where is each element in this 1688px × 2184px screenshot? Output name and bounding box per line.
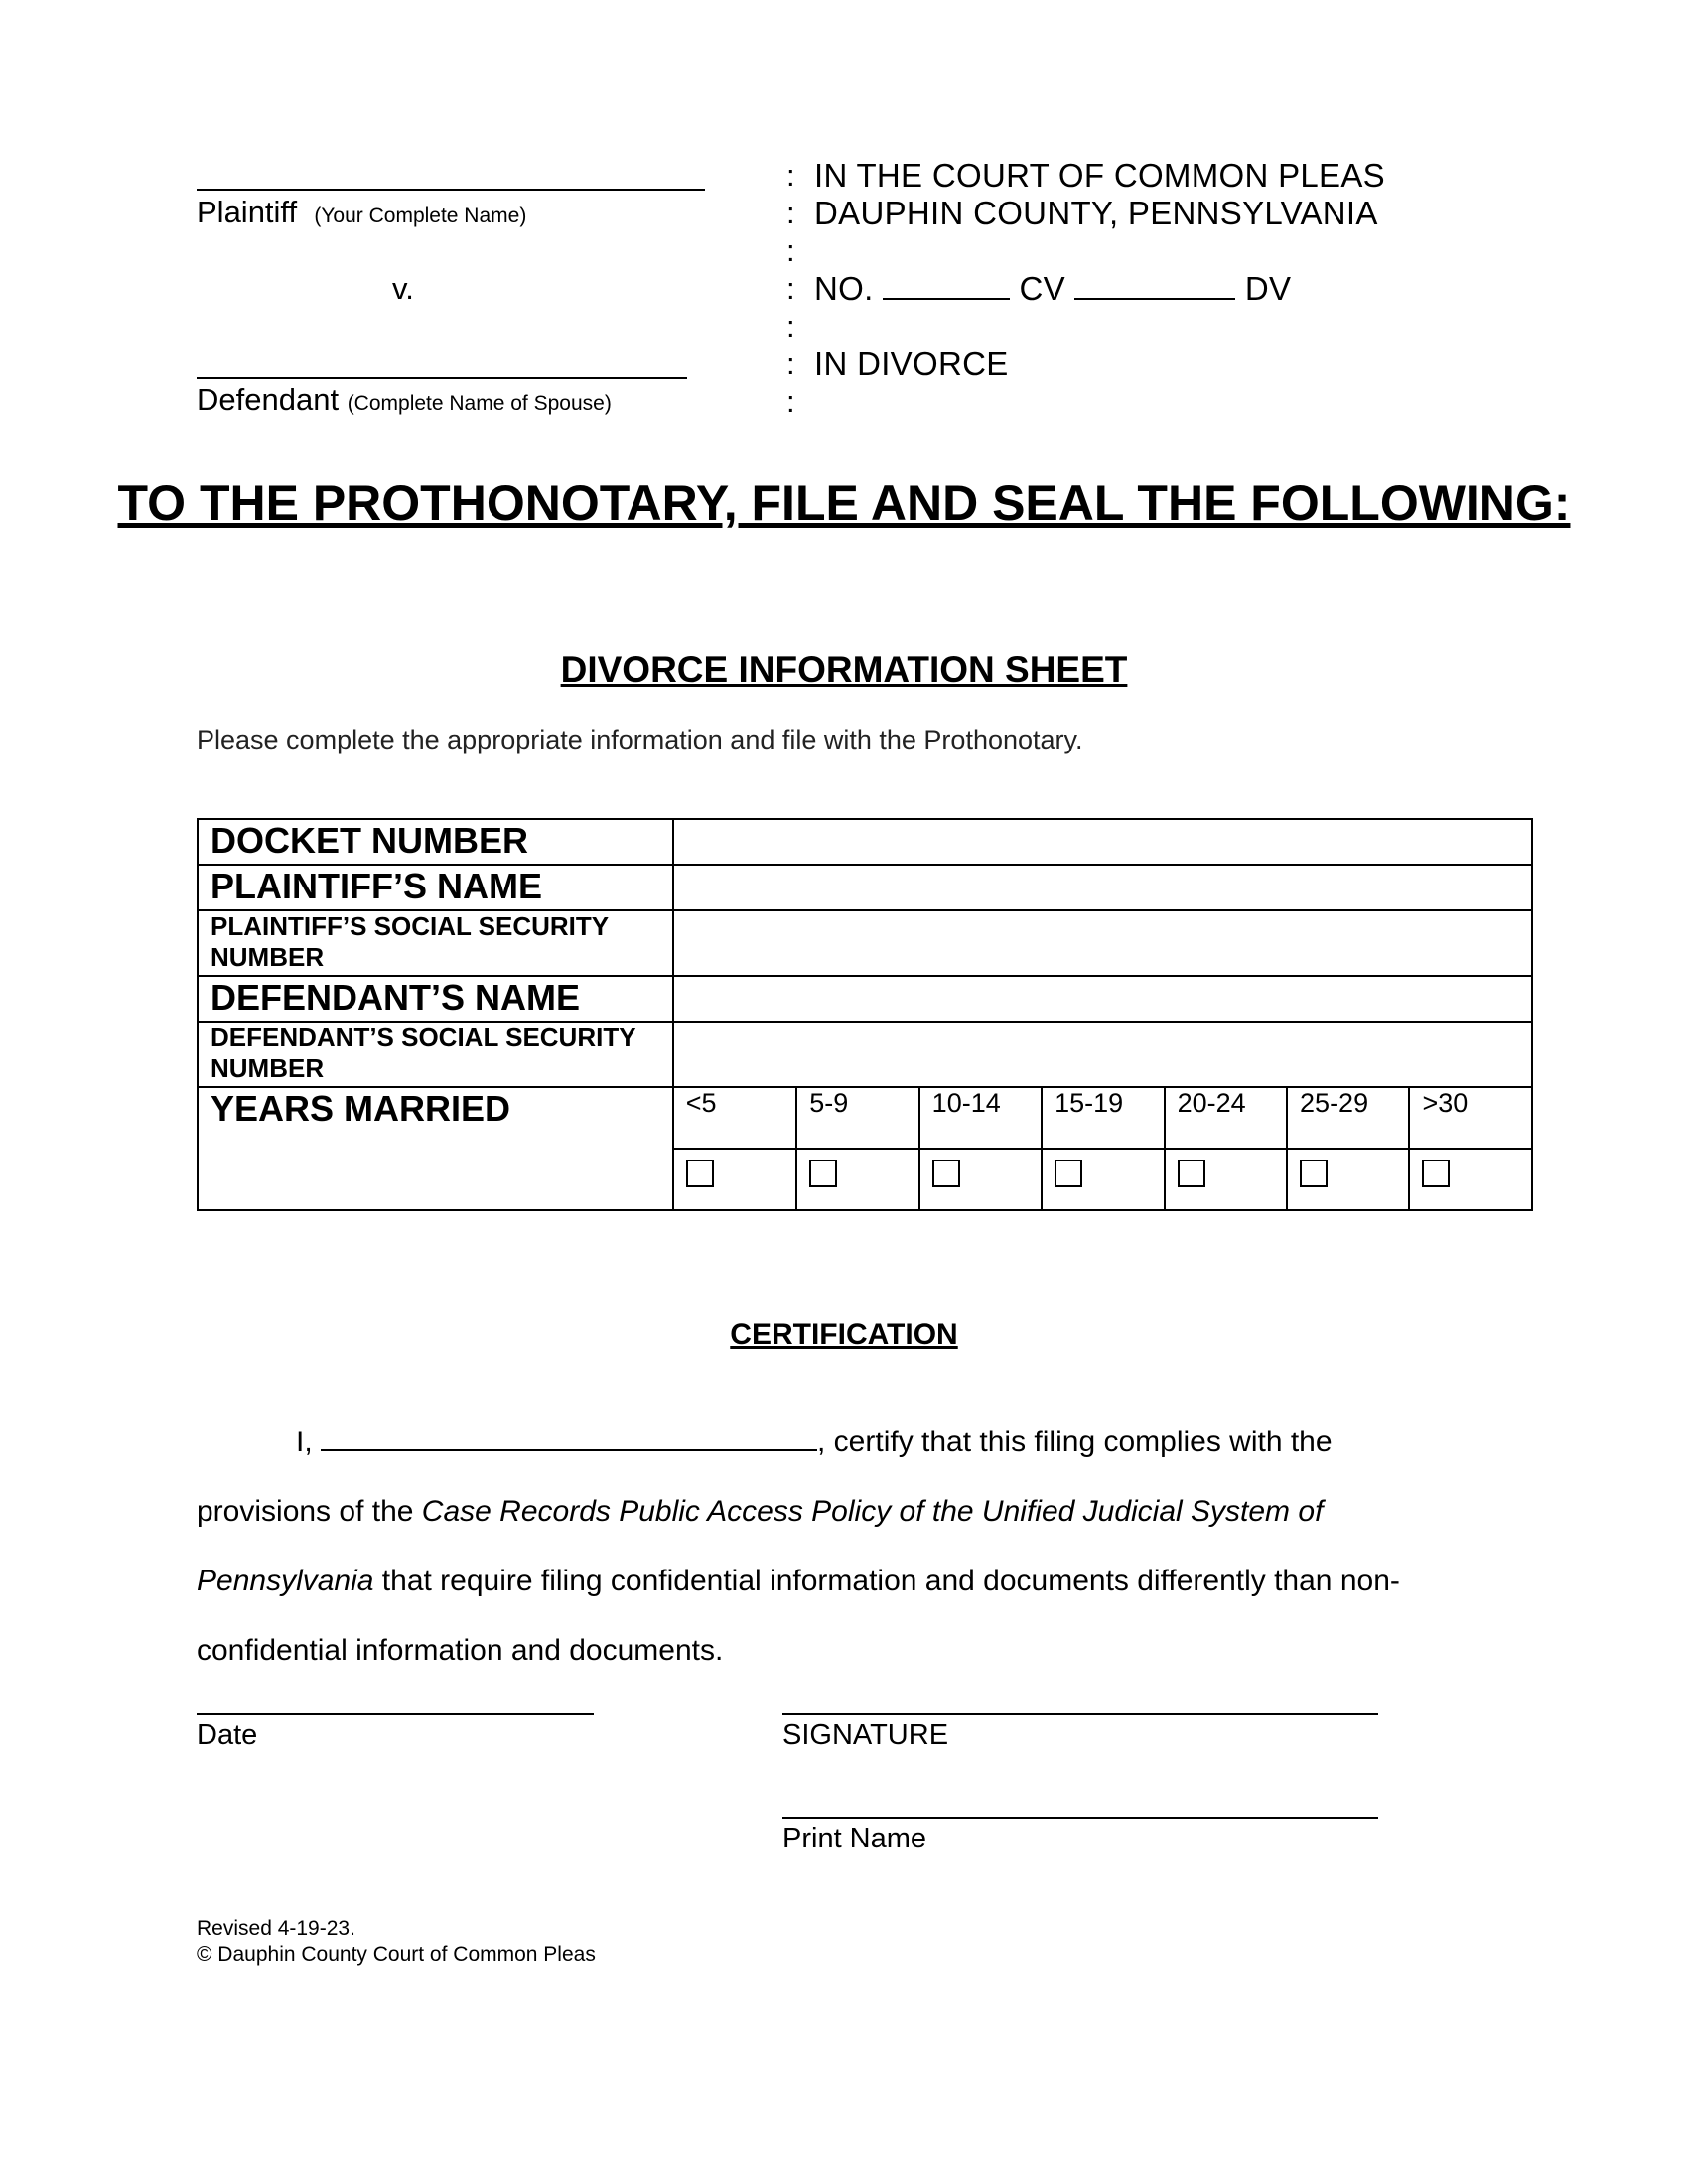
table-row	[198, 976, 1532, 1022]
years-option-label: 10-14	[919, 1087, 1042, 1149]
defendant-hint: (Complete Name of Spouse)	[347, 392, 612, 415]
certification-paragraph: I, , certify that this filing complies with the provisions of the Case Records Public Access Policy of the Unified Judicial System of Pennsylvania that require filing confidential information and documents differently than non-confidential information and documents.	[197, 1426, 1400, 1667]
plaintiff-name-line[interactable]	[197, 189, 705, 191]
no-blank[interactable]	[883, 298, 1010, 300]
intro-text: Please complete the appropriate information and file with the Prothonotary.	[197, 725, 1083, 754]
info-table	[197, 818, 1533, 1211]
docket-number-field[interactable]	[673, 819, 1532, 865]
defendant-ssn-label: DEFENDANT’S SOCIAL SECURITY NUMBER	[198, 1022, 673, 1087]
years-option-label: 5-9	[796, 1087, 918, 1149]
sheet-subtitle: DIVORCE INFORMATION SHEET	[560, 649, 1128, 690]
colon: :	[786, 384, 795, 419]
checkbox-cell	[1409, 1149, 1532, 1210]
certification-title: CERTIFICATION	[730, 1318, 958, 1351]
years-checkbox-10-14[interactable]	[932, 1160, 960, 1187]
court-line-2: DAUPHIN COUNTY, PENNSYLVANIA	[814, 195, 1378, 231]
signature-label: SIGNATURE	[782, 1719, 949, 1751]
colon: :	[786, 233, 795, 268]
years-checkbox-lt5[interactable]	[686, 1160, 714, 1187]
in-divorce: IN DIVORCE	[814, 345, 1009, 382]
years-option-label: <5	[673, 1087, 796, 1149]
print-name-label: Print Name	[782, 1823, 927, 1854]
court-line-1: IN THE COURT OF COMMON PLEAS	[814, 157, 1385, 194]
years-option-label: >30	[1409, 1087, 1532, 1149]
years-option-label: 15-19	[1042, 1087, 1164, 1149]
years-checkbox-20-24[interactable]	[1178, 1160, 1205, 1187]
years-checkbox-15-19[interactable]	[1055, 1160, 1082, 1187]
years-checkbox-25-29[interactable]	[1300, 1160, 1328, 1187]
plaintiff-name-label: PLAINTIFF’S NAME	[198, 865, 673, 910]
years-checkbox-5-9[interactable]	[809, 1160, 837, 1187]
colon: :	[786, 346, 795, 381]
docket-caption: NO. CV DV	[814, 270, 1292, 307]
checkbox-cell	[673, 1149, 796, 1210]
checkbox-cell	[1042, 1149, 1164, 1210]
copyright: © Dauphin County Court of Common Pleas	[197, 1943, 596, 1966]
certifier-name-blank[interactable]	[321, 1449, 817, 1451]
defendant-label: Defendant (Complete Name of Spouse)	[197, 382, 612, 417]
table-row	[198, 910, 1532, 976]
defendant-name-label: DEFENDANT’S NAME	[198, 976, 673, 1022]
table-row	[198, 865, 1532, 910]
defendant-name-line[interactable]	[197, 377, 687, 379]
defendant-name-field[interactable]	[673, 976, 1532, 1022]
table-row	[198, 819, 1532, 865]
checkbox-cell	[796, 1149, 918, 1210]
years-checkbox-gt30[interactable]	[1422, 1160, 1450, 1187]
footer	[197, 1916, 596, 1968]
revised-date: Revised 4-19-23.	[197, 1917, 355, 1940]
table-row	[198, 1022, 1532, 1087]
checkbox-cell	[919, 1149, 1042, 1210]
plaintiff-label: Plaintiff (Your Complete Name)	[197, 195, 527, 229]
colon: :	[786, 309, 795, 343]
checkbox-cell	[1287, 1149, 1409, 1210]
colon: :	[786, 196, 795, 230]
checkbox-cell	[1165, 1149, 1287, 1210]
date-label: Date	[197, 1719, 258, 1751]
signature-line[interactable]	[782, 1713, 1378, 1715]
page-title: TO THE PROTHONOTARY, FILE AND SEAL THE FOLLOWING:	[117, 476, 1571, 531]
docket-number-label: DOCKET NUMBER	[198, 819, 673, 865]
plaintiff-ssn-field[interactable]	[673, 910, 1532, 976]
years-married-label: YEARS MARRIED	[198, 1087, 673, 1210]
date-line[interactable]	[197, 1713, 594, 1715]
years-option-label: 25-29	[1287, 1087, 1409, 1149]
plaintiff-hint: (Your Complete Name)	[314, 205, 527, 227]
versus: v.	[392, 271, 414, 306]
policy-name: Case Records Public Access Policy of the Unified Judicial System of Pennsylvania	[197, 1495, 1324, 1597]
cv-blank[interactable]	[1074, 298, 1235, 300]
plaintiff-ssn-label: PLAINTIFF’S SOCIAL SECURITY NUMBER	[198, 910, 673, 976]
plaintiff-name-field[interactable]	[673, 865, 1532, 910]
colon: :	[786, 158, 795, 193]
print-name-line[interactable]	[782, 1817, 1378, 1819]
colon: :	[786, 271, 795, 306]
defendant-ssn-field[interactable]	[673, 1022, 1532, 1087]
table-row	[198, 1087, 1532, 1149]
years-option-label: 20-24	[1165, 1087, 1287, 1149]
